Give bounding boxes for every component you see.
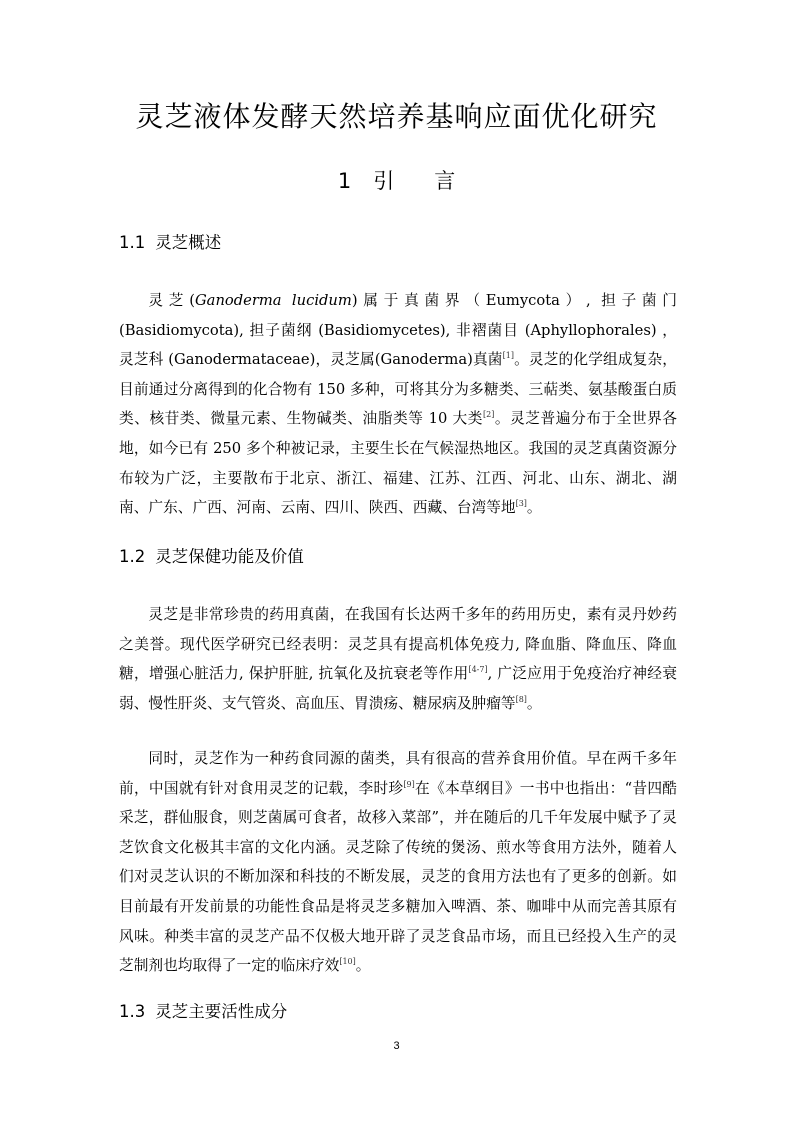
citation-ref: [4-7] bbox=[468, 665, 488, 675]
section-number: 1.1 bbox=[119, 233, 146, 252]
section-heading-1-1 bbox=[119, 230, 699, 256]
page-number: 3 bbox=[393, 1040, 400, 1052]
citation-ref: [2] bbox=[482, 410, 495, 420]
chapter-number: 1 bbox=[337, 169, 352, 193]
chapter-title-char-2: 言 bbox=[434, 169, 456, 193]
section-heading-1-2 bbox=[119, 544, 699, 570]
paragraph-ganoderma-overview: 灵芝(Ganoderma lucidum)属于真菌界（Eumycota）, 担子菌门(Basidiomycota), 担子菌纲 (Basidiomycetes), 非褶菌目 (Aphyllophorales) ， 灵芝科 (Ganodermataceae)，灵芝属(Ganoderma)真菌[1]。灵芝的化学组成复杂，目前通过分离得到的化合物有 150 多种，可将其分为多糖类、三萜类、氨基酸蛋白质类、核苷类、微量元素、生物碱类、油脂类等 10 大类[2]。灵芝普遍分布于全世界各地，如今已有 250 多个种被记录，主要生长在气候湿热地区。我国的灵芝真菌资源分布较为广泛，主要散布于北京、浙江、福建、江苏、江西、河北、山东、湖北、湖南、广东、广西、河南、云南、四川、陕西、西藏、台湾等地[3]。 bbox=[119, 292, 677, 517]
chapter-heading bbox=[0, 166, 793, 196]
citation-ref: [9] bbox=[403, 779, 415, 789]
paragraph-health-functions: 灵芝是非常珍贵的药用真菌，在我国有长达两千多年的药用历史，素有灵丹妙药之美誉。现代医学研究已经表明：灵芝具有提高机体免疫力, 降血脂、降血压、降血糖，增强心脏活力, 保护肝脏, 抗氧化及抗衰老等作用[4-7], 广泛应用于免疫治疗神经衰弱、慢性肝炎、支气管炎、高血压、胃溃疡、糖尿病及肿瘤等[8]。 bbox=[119, 606, 677, 712]
section-number: 1.2 bbox=[119, 547, 146, 566]
section-title: 灵芝主要活性成分 bbox=[155, 1002, 288, 1021]
latin-species-name: Ganoderma lucidum bbox=[194, 292, 352, 309]
citation-ref: [8] bbox=[515, 694, 527, 704]
section-title: 灵芝概述 bbox=[155, 233, 222, 252]
section-heading-1-3 bbox=[119, 999, 699, 1025]
citation-ref: [1] bbox=[502, 351, 514, 361]
chapter-title-char-1: 引 bbox=[373, 169, 395, 193]
section-title: 灵芝保健功能及价值 bbox=[155, 547, 304, 566]
paper-title: 灵芝液体发酵天然培养基响应面优化研究 bbox=[135, 100, 658, 133]
citation-ref: [10] bbox=[339, 957, 356, 967]
paragraph-food-value: 同时，灵芝作为一种药食同源的菌类，具有很高的营养食用价值。早在两千多年前，中国就有针对食用灵芝的记载，李时珍[9]在《本草纲目》一书中也指出：“昔四酷采芝，群仙服食，则芝菌属可食者，故移入菜部”，并在随后的几千年发展中赋予了灵芝饮食文化极其丰富的文化内涵。灵芝除了传统的煲汤、煎水等食用方法外，随着人们对灵芝认识的不断加深和科技的不断发展，灵芝的食用方法也有了更多的创新。如目前最有开发前景的功能性食品是将灵芝多糖加入啤酒、茶、咖啡中从而完善其原有风味。种类丰富的灵芝产品不仅极大地开辟了灵芝食品市场，而且已经投入生产的灵芝制剂也均取得了一定的临床疗效[10]。 bbox=[119, 750, 677, 975]
citation-ref: [3] bbox=[515, 499, 527, 509]
section-number: 1.3 bbox=[119, 1002, 146, 1021]
